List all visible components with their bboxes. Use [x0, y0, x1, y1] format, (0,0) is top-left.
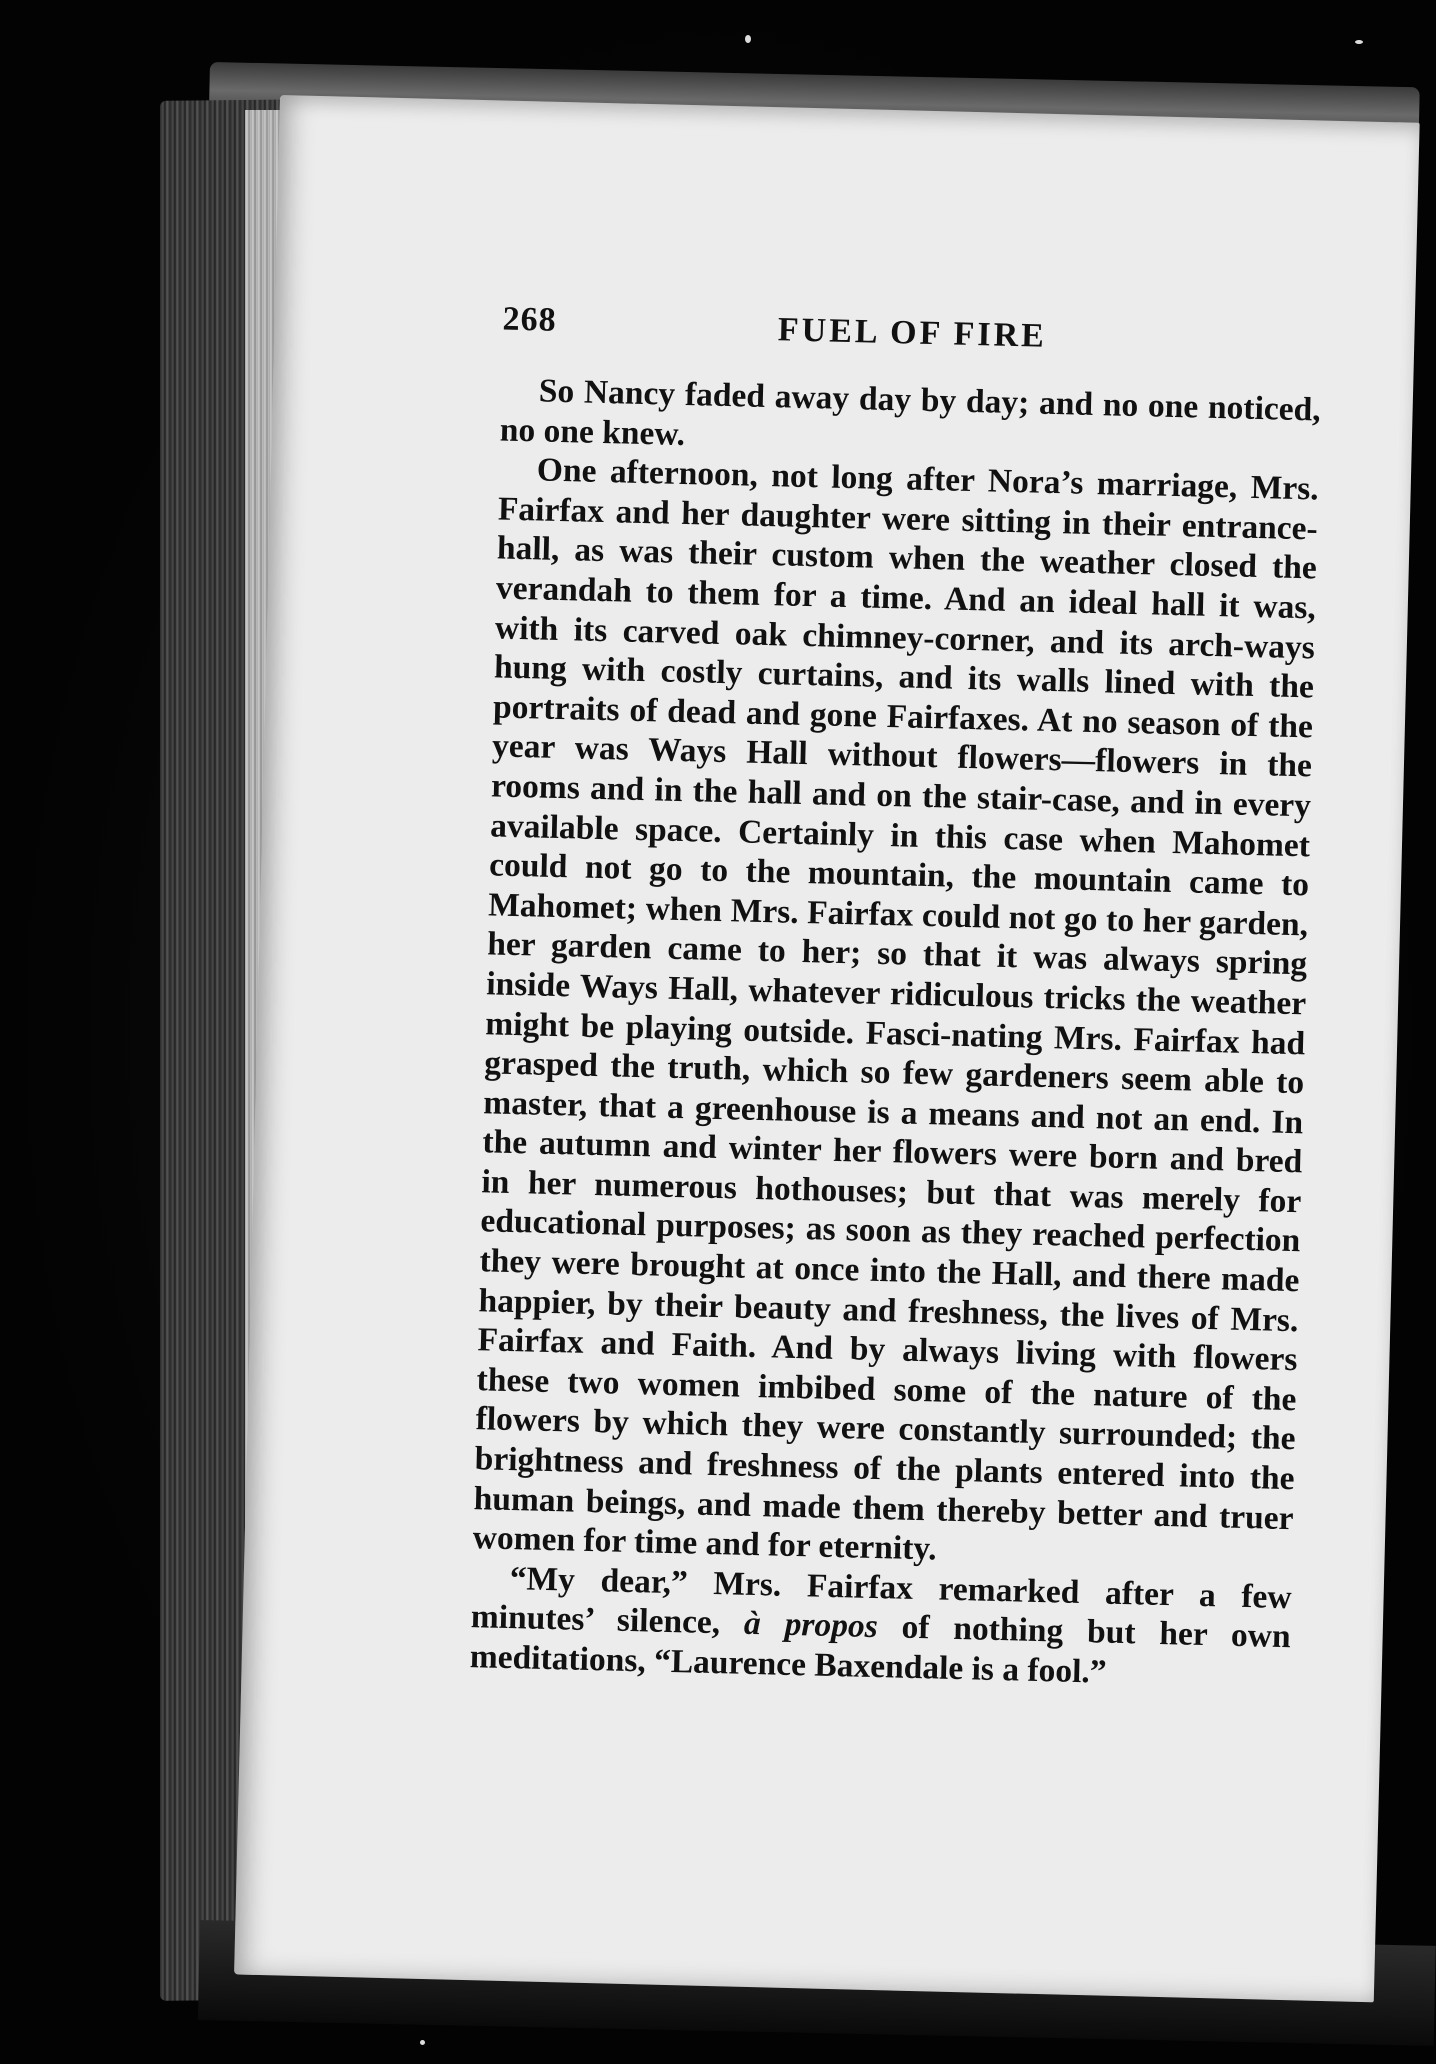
running-head: [502, 301, 1323, 381]
paragraph-3-text-start: “My dear,” Mrs. Fairfax remarked after a few minutes’ silence,: [470, 1559, 1293, 1643]
paragraph-3: [469, 1558, 1292, 1697]
page-content: [469, 301, 1322, 1697]
paragraph-2: One afternoon, not long after Nora’s marriage, Mrs. Fairfax and her daughter were sitting in their entrance-hall, as was their custom when the weather closed the verandah to them for a time. And an ideal hall it was, with its carved oak chimney-corner, and its arch-ways hung with costly curtains, and its walls lined with the portraits of dead and gone Fairfaxes. At no season of the year was Ways Hall without flowers—flowers in the rooms and in the hall and on the stair-case, and in every available space. Certainly in this case when Mahomet could not go to the mountain, the mountain came to Mahomet; when Mrs. Fairfax could not go to her garden, her garden came to her; so that it was always spring inside Ways Hall, whatever ridiculous tricks the weather might be playing outside. Fasci-nating Mrs. Fairfax had grasped the truth, which so few gardeners seem able to master, that a greenhouse is a means and not an end. In the autumn and winter her flowers were born and bred in her numerous hothouses; but that was merely for educational purposes; as soon as they reached perfection they were brought at once into the Hall, and there made happier, by their beauty and freshness, the lives of Mrs. Fairfax and Faith. And by always living with flowers these two women imbibed some of the nature of the flowers by which they were constantly surrounded; the brightness and freshness of the plants entered into the human beings, and made them thereby better and truer women for time and for eternity.: [472, 451, 1320, 1568]
paragraph-3-italic: à propos: [743, 1605, 879, 1646]
scan-speck: [420, 2040, 425, 2045]
paragraph-1: So Nancy faded away day by day; and no one noticed, no one knew.: [499, 372, 1322, 453]
scan-speck: [1355, 40, 1363, 44]
running-title: FUEL OF FIRE: [777, 311, 1048, 355]
book-page: [234, 95, 1420, 2002]
scan-speck: [745, 35, 751, 43]
page-number: 268: [502, 300, 558, 339]
paragraph-3-text-end: of nothing but her own meditations, “Laurence Baxendale is a fool.”: [469, 1608, 1292, 1691]
